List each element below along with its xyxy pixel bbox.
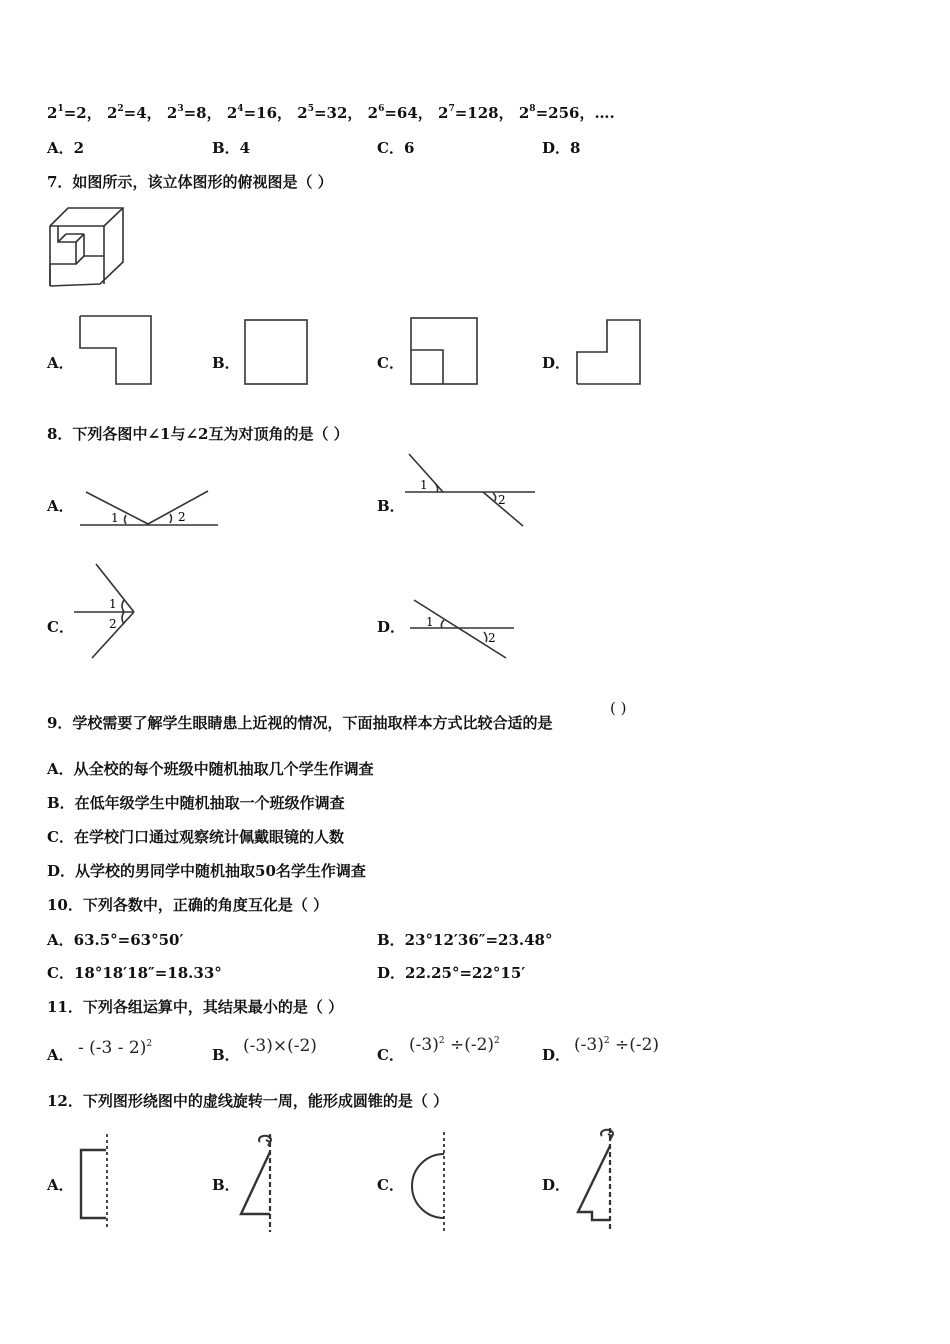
q9-option-c[interactable]: C．在学校门口通过观察统计佩戴眼镜的人数 [47, 828, 344, 846]
q8-option-c[interactable]: C． [47, 618, 74, 636]
power-term: $2^8=256$，…. [518, 104, 615, 122]
q12-option-c[interactable]: C． [377, 1176, 404, 1194]
power-term: $2^6=64$， [367, 104, 433, 122]
angle-1-label: 1 [420, 478, 428, 492]
q8-option-d[interactable]: D． [377, 618, 406, 636]
q7-stem: 7．如图所示，该立体图形的俯视图是（ ） [47, 173, 333, 191]
power-term: $2^4=16$， [226, 104, 293, 122]
q9-option-b[interactable]: B．在低年级学生中随机抽取一个班级作调查 [47, 794, 345, 812]
q12-option-b[interactable]: B． [212, 1176, 240, 1194]
q6-option-a[interactable]: A．2 [47, 139, 85, 157]
q8-option-c-figure [72, 562, 138, 660]
q7-solid-figure [48, 204, 128, 290]
q10-stem: 10．下列各数中，正确的角度互化是（ ） [47, 896, 329, 914]
q9-option-d[interactable]: D．从学校的男同学中随机抽取50名学生作调查 [47, 862, 366, 880]
q7-option-b[interactable]: B． [212, 354, 240, 372]
q10-option-d[interactable]: D．22.25°=22°15′ [377, 964, 526, 982]
q12-option-d-figure [572, 1124, 618, 1234]
q11-option-d[interactable]: D． [542, 1046, 571, 1064]
power-term: $2^5=32$， [297, 104, 363, 122]
q7-option-a-figure [78, 314, 154, 386]
angle-1-label: 1 [111, 511, 119, 525]
q7-option-a[interactable]: A． [47, 354, 74, 372]
q8-option-b[interactable]: B． [377, 497, 405, 515]
q9-option-a[interactable]: A．从全校的每个班级中随机抽取几个学生作调查 [47, 760, 374, 778]
q9-answer-paren: ( ) [610, 699, 627, 717]
q7-option-b-figure [243, 318, 309, 386]
power-term: $2^1=2$， [47, 104, 102, 122]
q7-option-c-figure [409, 316, 479, 386]
q10-option-a[interactable]: A．63.5°=63°50′ [47, 931, 184, 949]
q6-option-d[interactable]: D．8 [542, 139, 581, 157]
q11-expr-c: $(-3)^2 \div(-2)^2$ [409, 1035, 500, 1055]
power-term: $2^2=4$， [106, 104, 162, 122]
q12-option-d[interactable]: D． [542, 1176, 571, 1194]
q11-option-a[interactable]: A． [47, 1046, 74, 1064]
angle-2-label: 2 [178, 510, 186, 524]
q7-option-d-figure [575, 318, 643, 386]
q12-option-a[interactable]: A． [47, 1176, 74, 1194]
q12-option-b-figure [238, 1130, 278, 1234]
powers-sequence [47, 102, 615, 123]
q11-expr-a: - (-3 - 2)$^2$ [78, 1038, 153, 1058]
q8-option-d-figure [408, 598, 516, 660]
q6-option-c[interactable]: C．6 [377, 139, 415, 157]
q11-stem: 11．下列各组运算中，其结果最小的是（ ） [47, 998, 344, 1016]
q12-option-a-figure [78, 1132, 112, 1232]
q6-option-b[interactable]: B．4 [212, 139, 251, 157]
angle-1-label: 1 [109, 597, 117, 611]
power-term: $2^7=128$， [438, 104, 514, 122]
q7-option-c[interactable]: C． [377, 354, 404, 372]
q12-option-c-figure [406, 1130, 450, 1234]
q12-stem: 12．下列图形绕图中的虚线旋转一周，能形成圆锥的是（ ） [47, 1092, 449, 1110]
q8-option-b-figure [403, 452, 537, 528]
power-term: $2^3=8$， [166, 104, 222, 122]
q10-option-b[interactable]: B．23°12′36″=23.48° [377, 931, 553, 949]
q11-expr-b: (-3)×(-2) [243, 1036, 317, 1056]
angle-2-label: 2 [498, 493, 506, 507]
q7-option-d[interactable]: D． [542, 354, 571, 372]
q8-option-a-figure [78, 488, 220, 530]
q9-stem: 9．学校需要了解学生眼睛患上近视的情况，下面抽取样本方式比较合适的是 [47, 714, 553, 732]
q11-option-b[interactable]: B． [212, 1046, 240, 1064]
q10-option-c[interactable]: C．18°18′18″=18.33° [47, 964, 222, 982]
angle-2-label: 2 [109, 617, 117, 631]
angle-2-label: 2 [488, 631, 496, 645]
q11-expr-d: $(-3)^2 \div(-2)$ [574, 1035, 660, 1055]
q8-option-a[interactable]: A． [47, 497, 74, 515]
angle-1-label: 1 [426, 615, 434, 629]
q8-stem: 8．下列各图中∠1与∠2互为对顶角的是（ ） [47, 425, 349, 443]
q11-option-c[interactable]: C． [377, 1046, 404, 1064]
